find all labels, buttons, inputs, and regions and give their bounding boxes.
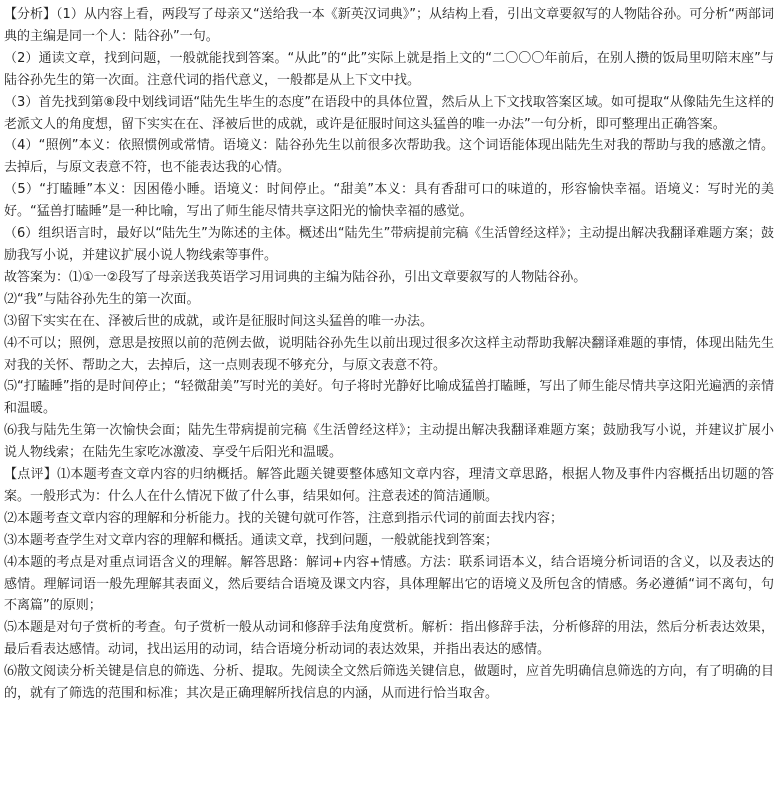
- answer-paragraph-6: ⑹我与陆先生第一次愉快会面；陆先生带病提前完稿《生活曾经这样》；主动提出解决我翻译难题方案；鼓励我写小说，并建议扩展小说人物线索；在陆先生家吃冰激凌、享受午后阳光和温暖。: [4, 423, 774, 461]
- analysis-paragraph-4: （4）“照例”本义：依照惯例或常情。语境义：陆谷孙先生以前很多次帮助我。这个词语能体现出陆先生对我的帮助与我的感激之情。去掉后，与原文表意不符，也不能表达我的心情。: [4, 138, 774, 176]
- analysis-paragraph-2: （2）通读文章，找到问题，一般就能找到答案。“从此”的“此”实际上就是指上文的“二〇〇〇年前后，在别人攒的饭局里叨陪末座”与陆谷孙先生的第一次面。注意代词的指代意义，一般都是从上下文中找。: [4, 50, 774, 88]
- comment-paragraph-2: ⑵本题考查文章内容的理解和分析能力。找的关键句就可作答，注意到指示代词的前面去找内容；: [4, 510, 564, 526]
- comment-section: [4, 464, 774, 705]
- analysis-section: [4, 4, 774, 267]
- comment-paragraph-1: 【点评】⑴本题考查文章内容的归纳概括。解答此题关键要整体感知文章内容，理清文章思路，根据人物及事件内容概括出切题的答案。一般形式为：什么人在什么情况下做了什么事，结果如何。注意表述的简洁通顺。: [4, 467, 774, 504]
- analysis-paragraph-3: （3）首先找到第⑧段中划线词语“陆先生毕生的态度”在语段中的具体位置，然后从上下文找取答案区域。如可提取“从像陆先生这样的老派文人的角度想，留下实实在在、泽被后世的成就，或许是征服时间这头猛兽的唯一办法”一句分析，即可整理出正确答案。: [4, 94, 774, 132]
- analysis-paragraph-6: （6）组织语言时，最好以“陆先生”为陈述的主体。概述出“陆先生”带病提前完稿《生活曾经这样》；主动提出解决我翻译难题方案；鼓励我写小说，并建议扩展小说人物线索等事件。: [4, 226, 774, 263]
- comment-paragraph-6: ⑹散文阅读分析关键是信息的筛选、分析、提取。先阅读全文然后筛选关键信息，做题时，应首先明确信息筛选的方向，有了明确的目的，就有了筛选的范围和标准；其次是正确理解所找信息的内涵，从而进行恰当取舍。: [4, 664, 774, 702]
- comment-paragraph-5: ⑸本题是对句子赏析的考查。句子赏析一般从动词和修辞手法角度赏析。解析：指出修辞手法，分析修辞的用法，然后分析表达效果，最后看表达感情。动词，找出运用的动词，结合语境分析动词的表达效果，并指出表达的感情。: [4, 620, 774, 658]
- comment-paragraph-4: ⑷本题的考点是对重点词语含义的理解。解答思路：解词+内容+情感。方法：联系词语本义，结合语境分析词语的含义，以及表达的感情。理解词语一般先理解其表面义，然后要结合语境及课文内容，具体理解出它的语境义及所包含的情感。务必遵循“词不离句，句不离篇”的原则；: [4, 554, 774, 614]
- analysis-paragraph-5: （5）“打瞌睡”本义：因困倦小睡。语境义：时间停止。“甜美”本义：具有香甜可口的味道的，形容愉快幸福。语境义：写时光的美好。“猛兽打瞌睡”是一种比喻，写出了师生能尽情共享这阳光的愉快幸福的感觉。: [4, 182, 774, 220]
- answer-paragraph-2: ⑵“我”与陆谷孙先生的第一次面。: [4, 291, 200, 307]
- answer-paragraph-5: ⑸“打瞌睡”指的是时间停止；“轻微甜美”写时光的美好。句子将时光静好比喻成猛兽打瞌睡，写出了师生能尽情共享这阳光遍洒的亲情和温暖。: [4, 379, 774, 417]
- answers-section: [4, 267, 774, 464]
- answer-paragraph-4: ⑷不可以；照例，意思是按照以前的范例去做，说明陆谷孙先生以前出现过很多次这样主动帮助我解决翻译难题的事情，体现出陆先生对我的关怀、帮助之大，去掉后，这一点则表现不够充分，与原文表意不符。: [4, 335, 774, 373]
- comment-paragraph-3: ⑶本题考查学生对文章内容的理解和概括。通读文章，找到问题，一般就能找到答案；: [4, 532, 499, 548]
- answer-paragraph-3: ⑶留下实实在在、泽被后世的成就，或许是征服时间这头猛兽的唯一办法。: [4, 313, 434, 329]
- analysis-paragraph-1: 【分析】（1）从内容上看，两段写了母亲又“送给我一本《新英汉词典》”；从结构上看，引出文章要叙写的人物陆谷孙。可分析“两部词典的主编是同一个人：陆谷孙”一句。: [4, 7, 774, 44]
- answer-paragraph-1: 故答案为：⑴①一②段写了母亲送我英语学习用词典的主编为陆谷孙，引出文章要叙写的人物陆谷孙。: [4, 269, 587, 285]
